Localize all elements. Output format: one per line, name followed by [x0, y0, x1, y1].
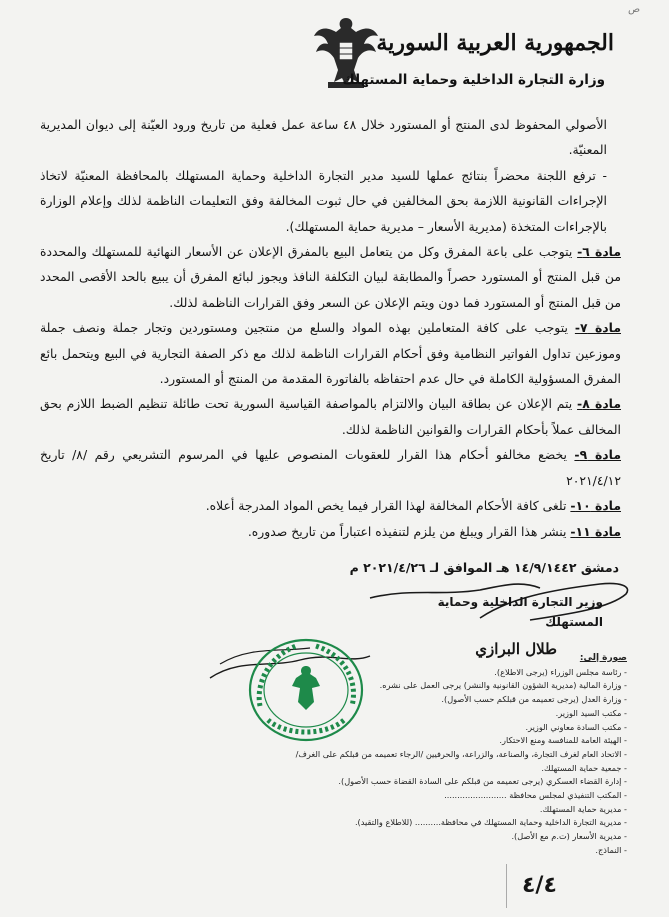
copy-recipient: - مكتب السادة معاوني الوزير.: [167, 721, 627, 735]
body-paragraph: الأصولي المحفوظ لدى المنتج أو المستورد خلال ٤٨ ساعة عمل فعلية من تاريخ ورود العيّنة إلى ديوان المديرية المعنيّة.: [40, 117, 607, 158]
corner-mark: ص: [628, 4, 641, 15]
copy-recipient: - مديرية حماية المستهلك.: [167, 803, 627, 817]
decree-body: [40, 112, 621, 544]
copy-recipient: - مديرية التجارة الداخلية وحماية المستهلك في محافظة.......... (للاطلاع والتقيد).: [167, 816, 627, 830]
page-number: ٤/٤: [522, 873, 557, 898]
article-label: مادة ١٠-: [570, 498, 621, 514]
copy-recipient: - إدارة القضاء العسكري (يرجى تعميمه من قبلكم على السادة القضاة حسب الأصول).: [167, 775, 627, 789]
copy-recipient: - وزارة المالية (مديرية الشؤون القانونية والنشر) يرجى العمل على نشره.: [167, 679, 627, 693]
copy-recipient: - الاتحاد العام لغرف التجارة، والصناعة، والزراعة، والحرفيين /الرجاء تعميمه من قبلكم على الغرف/: [167, 748, 627, 762]
copy-recipient: - جمعية حماية المستهلك.: [167, 762, 627, 776]
body-paragraph: - ترفع اللجنة محضراً بنتائج عملها للسيد مدير التجارة الداخلية وحماية المستهلك بالمحافظة المعنيّة لاتخاذ الإجراءات القانونية اللازمة بحق المخالفين في حال ثبوت المخالفة وفق التعليمات الناظمة لذلك وإعلام الوزارة بالإجراءات المتخذة (مديرية الأسعار – مديرية حماية المستهلك).: [40, 167, 607, 234]
article-label: مادة ٦-: [577, 244, 621, 260]
article-9: مادة ٩- يخضع مخالفو أحكام هذا القرار للعقوبات المنصوص عليها في المرسوم التشريعي رقم /٨/ تاريخ ٢٠٢١/٤/١٢: [40, 447, 621, 488]
article-7: مادة ٧- يتوجب على كافة المتعاملين بهذه المواد والسلع من منتجين ومستوردين وتجار جملة ونصف جملة وموزعين تداول الفواتير النظامية وفق أحكام القرارات الناظمة لذلك مع ذكر الصفة التجارية في البيع ويتحمل بائع المفرق المسؤولية الكاملة في حال عدم احتفاظه بالفاتورة المقدمة من المنتج أو المستورد.: [40, 320, 621, 387]
copy-recipient: - مكتب السيد الوزير.: [167, 707, 627, 721]
signer-role: وزير التجارة الداخلية وحماية المستهلك: [437, 595, 603, 629]
article-label: مادة ٨-: [577, 396, 621, 412]
article-label: مادة ١١-: [570, 523, 621, 539]
copy-recipient: - الهيئة العامة للمنافسة ومنع الاحتكار.: [167, 734, 627, 748]
signer-name: طلال البرازي: [475, 640, 557, 658]
copy-recipient: - رئاسة مجلس الوزراء (يرجى الاطلاع).: [167, 666, 627, 680]
article-8: مادة ٨- يتم الإعلان عن بطاقة البيان والالتزام بالمواصفة القياسية السورية تحت طائلة تنظيم الضبط اللازم بحق المخالف عملاً بأحكام القرارات والقوانين الناظمة لذلك.: [40, 396, 621, 437]
signer-block: [383, 592, 603, 658]
copies-to-title: صورة إلى:: [579, 653, 627, 663]
article-10: مادة ١٠- تلغى كافة الأحكام المخالفة لهذا القرار فيما يخص المواد المدرجة أعلاه.: [205, 498, 621, 514]
issue-date: دمشق ١٤/٩/١٤٤٢ هـ الموافق لـ ٢٠٢١/٤/٢٦ م: [349, 560, 619, 575]
copy-recipient: - النماذج.: [167, 844, 627, 858]
copies-to-list: [167, 652, 627, 858]
article-label: مادة ٧-: [574, 320, 621, 336]
article-label: مادة ٩-: [574, 447, 621, 463]
copy-recipient: - مديرية الأسعار (ت.م مع الأصل).: [167, 830, 627, 844]
header-title: الجمهورية العربية السورية: [376, 30, 614, 56]
article-6: مادة ٦- يتوجب على باعة المفرق وكل من يتعامل البيع بالمفرق الإعلان عن الأسعار النهائية للمستهلك والمحددة من قبل المنتج أو المستورد حصراً والمطابقة لبيان التكلفة النافذ ويجوز لبائع المفرق أن يبيع بالحد الأقصى المحدد من قبل المنتج أو المستورد فما دون ويتم الإعلان عن السعر وفق القرارات الناظمة لذلك.: [40, 244, 621, 310]
page-number-divider: [506, 864, 507, 908]
copy-recipient: - وزارة العدل (يرجى تعميمه من قبلكم حسب الأصول).: [167, 693, 627, 707]
copy-recipient: - المكتب التنفيذي لمجلس محافظة ........................: [167, 789, 627, 803]
article-11: مادة ١١- ينشر هذا القرار ويبلغ من يلزم لتنفيذه اعتباراً من تاريخ صدوره.: [247, 523, 621, 539]
header-ministry: وزارة التجارة الداخلية وحماية المستهلك: [342, 72, 605, 88]
